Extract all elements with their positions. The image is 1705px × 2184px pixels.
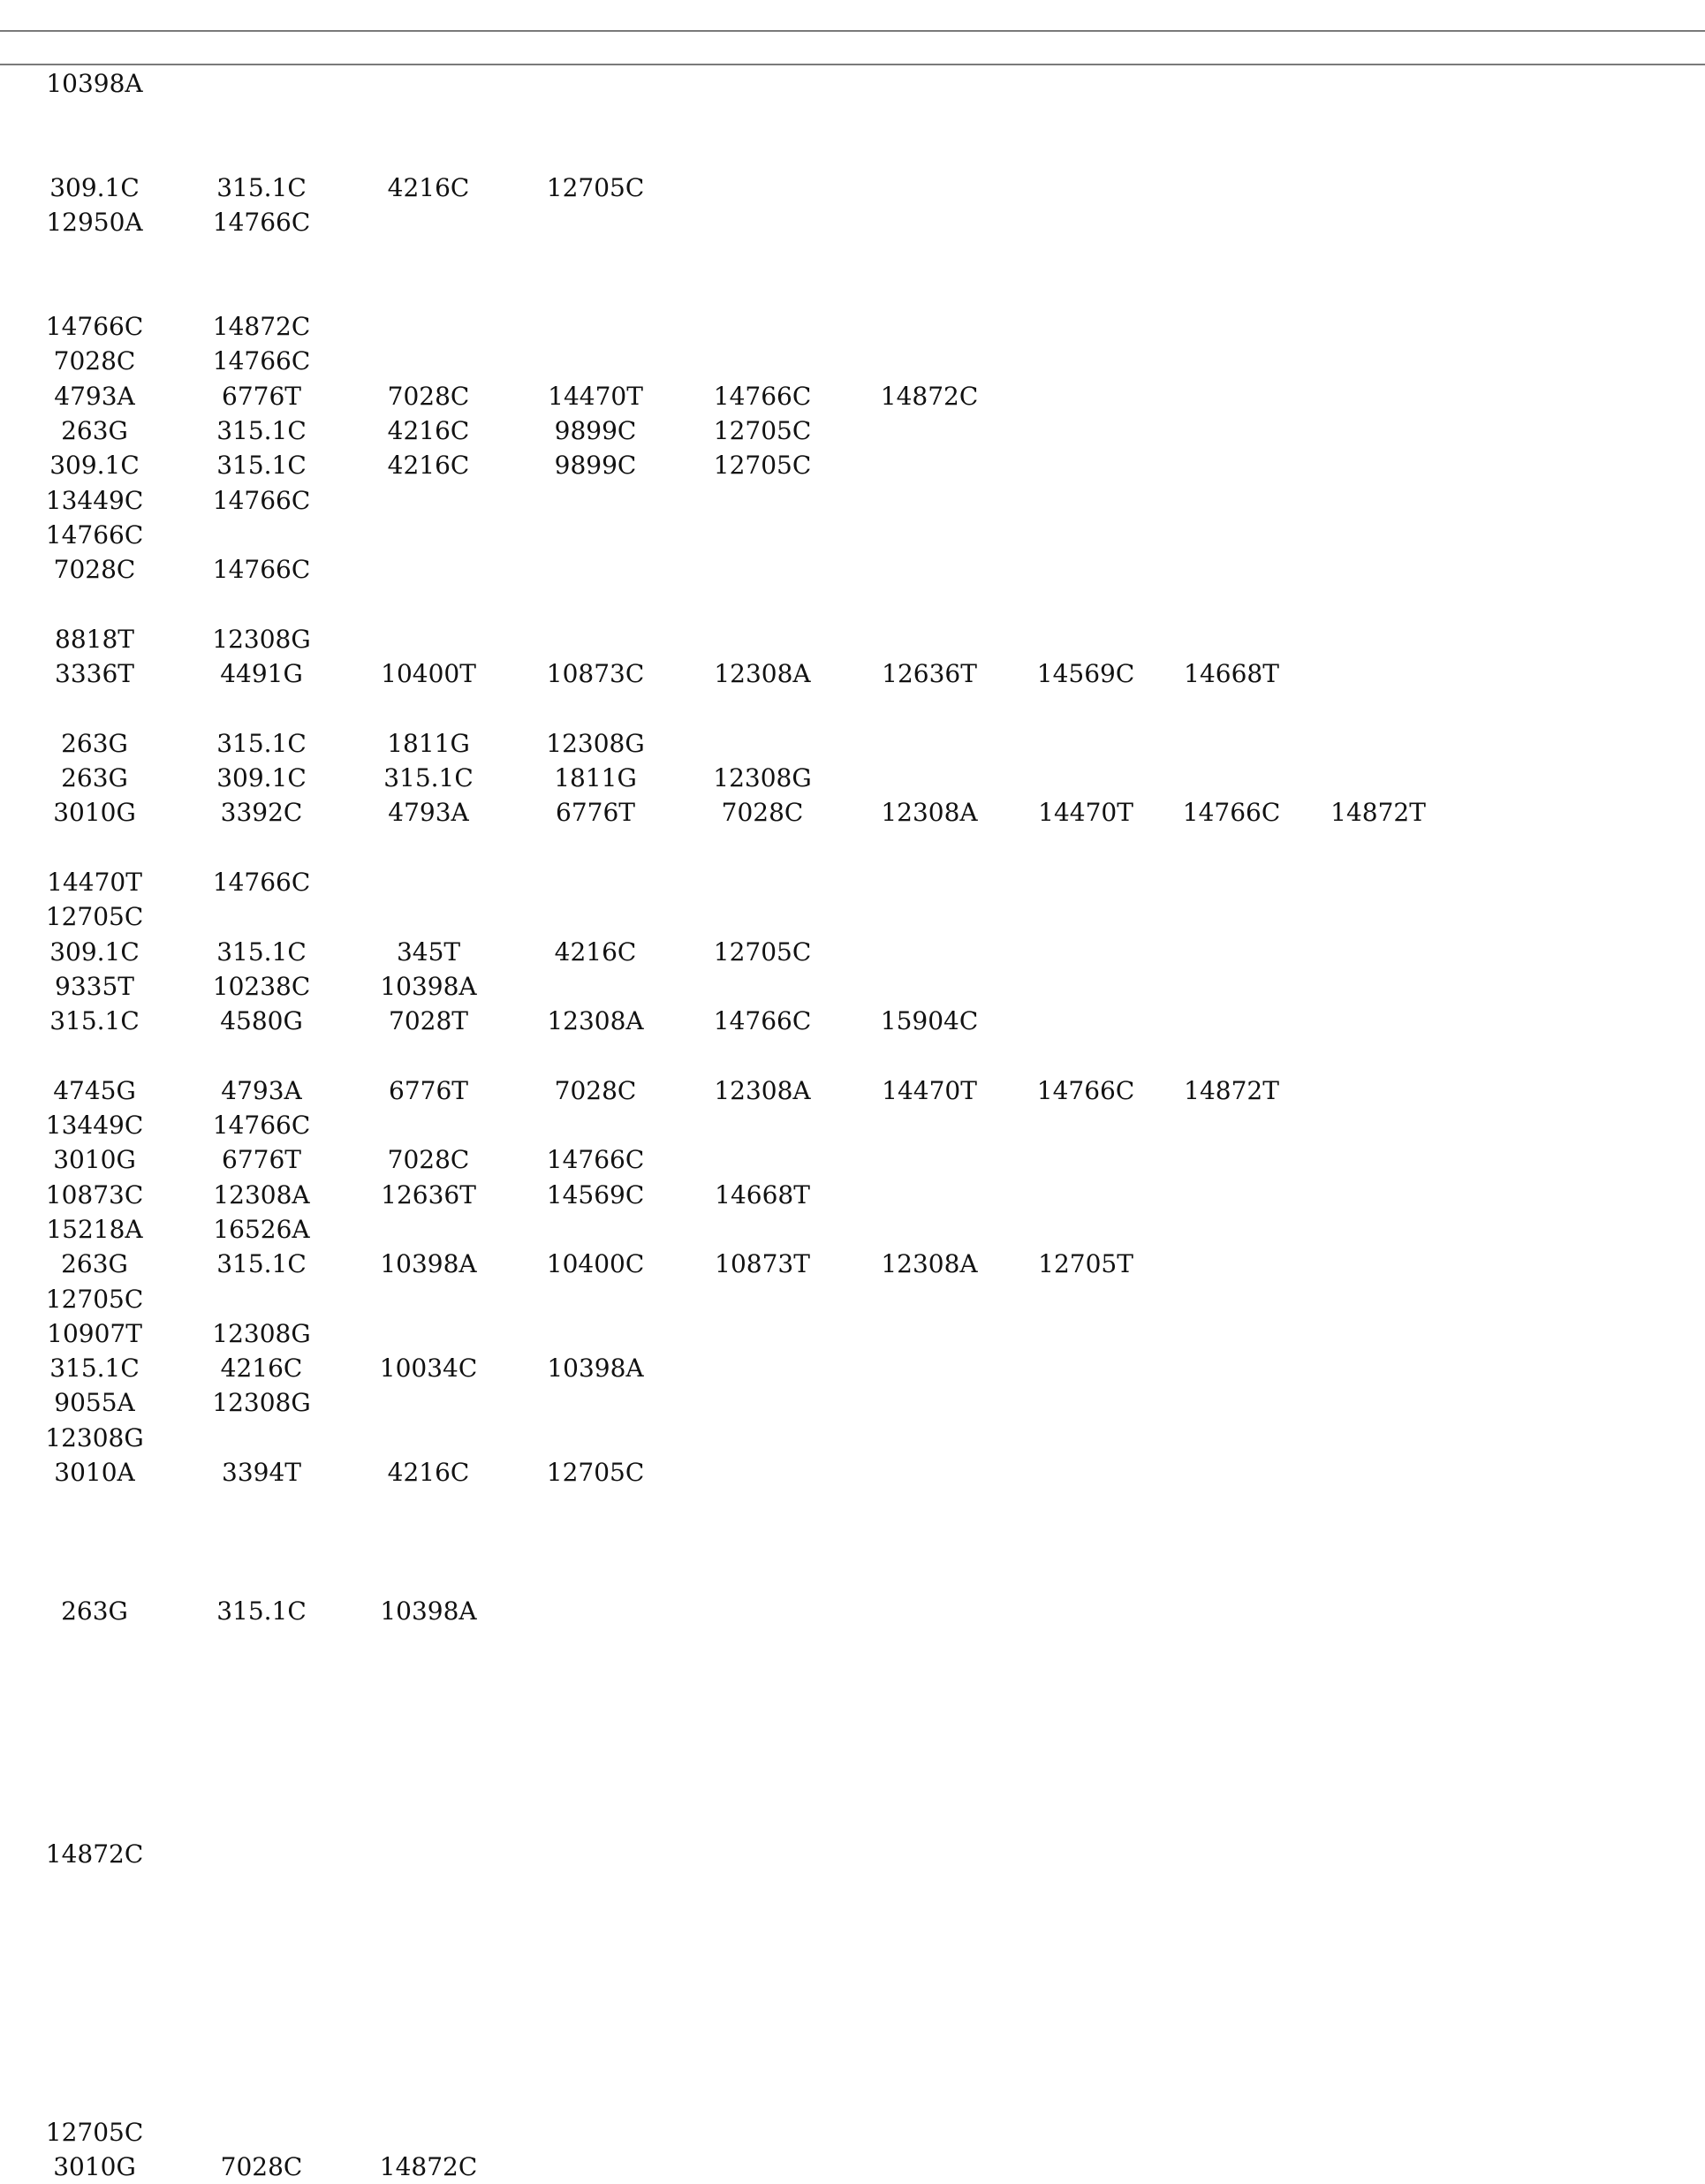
table-cell: 315.1C	[383, 763, 474, 792]
table-cell: 315.1C	[216, 728, 307, 758]
table-cell: 7028C	[53, 555, 136, 585]
table-cell: 14766C	[212, 555, 311, 585]
table-cell: 1811G	[554, 763, 637, 792]
table-cell: 14470T	[1038, 798, 1133, 828]
table-cell: 263G	[61, 1249, 128, 1279]
table-cell: 12950A	[46, 208, 143, 238]
table-cell: 9335T	[55, 971, 134, 1001]
table-cell: 14766C	[212, 485, 311, 515]
table-cell: 6776T	[556, 798, 635, 828]
table-cell: 3392C	[220, 798, 303, 828]
table-cell: 14766C	[713, 381, 812, 411]
table-cell: 14766C	[45, 519, 144, 550]
table-cell: 10398A	[46, 69, 143, 98]
table-cell: 12308A	[547, 1006, 644, 1036]
table-cell: 12705C	[45, 1284, 144, 1314]
table-cell: 12705C	[713, 451, 812, 481]
table-cell: 263G	[61, 1596, 128, 1627]
table-cell: 7028C	[387, 381, 470, 411]
table-cell: 309.1C	[49, 172, 140, 202]
table-cell: 14766C	[212, 208, 311, 238]
table-cell: 345T	[396, 937, 461, 967]
table-cell: 1811G	[387, 728, 470, 758]
table-cell: 12308A	[881, 1249, 978, 1279]
table-cell: 4216C	[387, 416, 470, 445]
table-cell: 7028C	[53, 346, 136, 376]
table-cell: 4793A	[54, 381, 135, 411]
table-cell: 4216C	[554, 937, 637, 967]
table-cell: 14766C	[1036, 1075, 1135, 1105]
table-cell: 10907T	[47, 1318, 142, 1348]
table-cell: 10873C	[546, 659, 645, 689]
table-cell: 12705C	[45, 902, 144, 932]
table-cell: 12308A	[881, 798, 978, 828]
table-cell: 12308A	[714, 659, 811, 689]
table-cell: 315.1C	[216, 451, 307, 481]
table-cell: 6776T	[222, 1145, 301, 1175]
table-cell: 12308A	[714, 1075, 811, 1105]
table-cell: 14872T	[1184, 1075, 1279, 1105]
table-cell: 14569C	[546, 1179, 645, 1210]
table-cell: 4216C	[220, 1354, 303, 1384]
table-cell: 263G	[61, 416, 128, 445]
table-cell: 7028C	[387, 1145, 470, 1175]
table-cell: 12705C	[45, 2117, 144, 2147]
table-cell: 309.1C	[49, 451, 140, 481]
table-cell: 315.1C	[216, 172, 307, 202]
table-cell: 315.1C	[216, 937, 307, 967]
table-cell: 315.1C	[216, 1596, 307, 1627]
table-cell: 14470T	[882, 1075, 977, 1105]
table-cell: 14470T	[548, 381, 643, 411]
table-cell: 14766C	[1182, 798, 1281, 828]
table-cell: 3394T	[222, 1458, 301, 1487]
table-cell: 14766C	[713, 1006, 812, 1036]
table-cell: 315.1C	[216, 416, 307, 445]
table-cell: 10034C	[379, 1354, 478, 1384]
table-cell: 4216C	[387, 172, 470, 202]
table-cell: 12308G	[713, 763, 812, 792]
table-cell: 12636T	[882, 659, 977, 689]
table-cell: 12705C	[713, 937, 812, 967]
table-cell: 8818T	[55, 624, 134, 654]
table-cell: 14668T	[715, 1179, 810, 1210]
table-cell: 3010G	[53, 798, 136, 828]
table-cell: 14872T	[1330, 798, 1426, 828]
table-cell: 4793A	[221, 1075, 302, 1105]
table-cell: 263G	[61, 728, 128, 758]
table-cell: 4216C	[387, 1458, 470, 1487]
table-cell: 7028C	[721, 798, 804, 828]
table-cell: 7028C	[554, 1075, 637, 1105]
table-cell: 315.1C	[216, 1249, 307, 1279]
table-cell: 14872C	[379, 2152, 478, 2181]
table-cell: 13449C	[45, 1111, 144, 1140]
table-cell: 263G	[61, 763, 128, 792]
table-cell: 14668T	[1184, 659, 1279, 689]
table-cell: 4580G	[220, 1006, 303, 1036]
table-cell: 4745G	[53, 1075, 136, 1105]
table-cell: 12308G	[212, 624, 311, 654]
table-cell: 4216C	[387, 451, 470, 481]
table-cell: 10400T	[381, 659, 476, 689]
table-cell: 15218A	[46, 1214, 143, 1244]
table-cell: 14766C	[212, 867, 311, 897]
table-cell: 10398A	[380, 1249, 477, 1279]
table-cell: 309.1C	[49, 937, 140, 967]
table-cell: 7028T	[389, 1006, 468, 1036]
table-cell: 14766C	[212, 1111, 311, 1140]
table-cell: 14766C	[45, 312, 144, 342]
table-cell: 9899C	[554, 451, 637, 481]
table-cell: 10400C	[546, 1249, 645, 1279]
table-cell: 309.1C	[216, 763, 307, 792]
table-cell: 14766C	[212, 346, 311, 376]
table-cell: 14470T	[47, 867, 142, 897]
table-cell: 10398A	[380, 971, 477, 1001]
table-cell: 13449C	[45, 485, 144, 515]
table-cell: 10873T	[715, 1249, 810, 1279]
table-cell: 10873C	[45, 1179, 144, 1210]
table-cell: 4491G	[220, 659, 303, 689]
table-cell: 7028C	[220, 2152, 303, 2181]
table-cell: 9899C	[554, 416, 637, 445]
table-cell: 12705T	[1038, 1249, 1133, 1279]
table-cell: 12308G	[546, 728, 645, 758]
table-cell: 3336T	[55, 659, 134, 689]
table-cell: 10398A	[380, 1596, 477, 1627]
table-cell: 6776T	[222, 381, 301, 411]
table-cell: 3010A	[54, 1458, 135, 1487]
table-cell: 12705C	[546, 1458, 645, 1487]
table-cell: 12705C	[546, 172, 645, 202]
table-cell: 4793A	[388, 798, 469, 828]
table-cell: 14766C	[546, 1145, 645, 1175]
table-cell: 12308G	[212, 1388, 311, 1418]
table-cell: 3010G	[53, 1145, 136, 1175]
table-cell: 315.1C	[49, 1006, 140, 1036]
table-cell: 10398A	[547, 1354, 644, 1384]
table-cell: 10238C	[212, 971, 311, 1001]
table-cell: 6776T	[389, 1075, 468, 1105]
table-cell: 14872C	[212, 312, 311, 342]
table-cell: 12705C	[713, 416, 812, 445]
table-cell: 15904C	[880, 1006, 979, 1036]
table-cell: 12308G	[212, 1318, 311, 1348]
table-cell: 315.1C	[49, 1354, 140, 1384]
table-cell: 16526A	[213, 1214, 310, 1244]
table-cell: 14569C	[1036, 659, 1135, 689]
table-cell: 12308G	[45, 1422, 144, 1452]
table-cell: 14872C	[45, 1839, 144, 1869]
table-cell: 12308A	[213, 1179, 310, 1210]
table-cell: 3010G	[53, 2152, 136, 2181]
table-cell: 14872C	[880, 381, 979, 411]
table-cell: 9055A	[54, 1388, 135, 1418]
table-cell: 12636T	[381, 1179, 476, 1210]
